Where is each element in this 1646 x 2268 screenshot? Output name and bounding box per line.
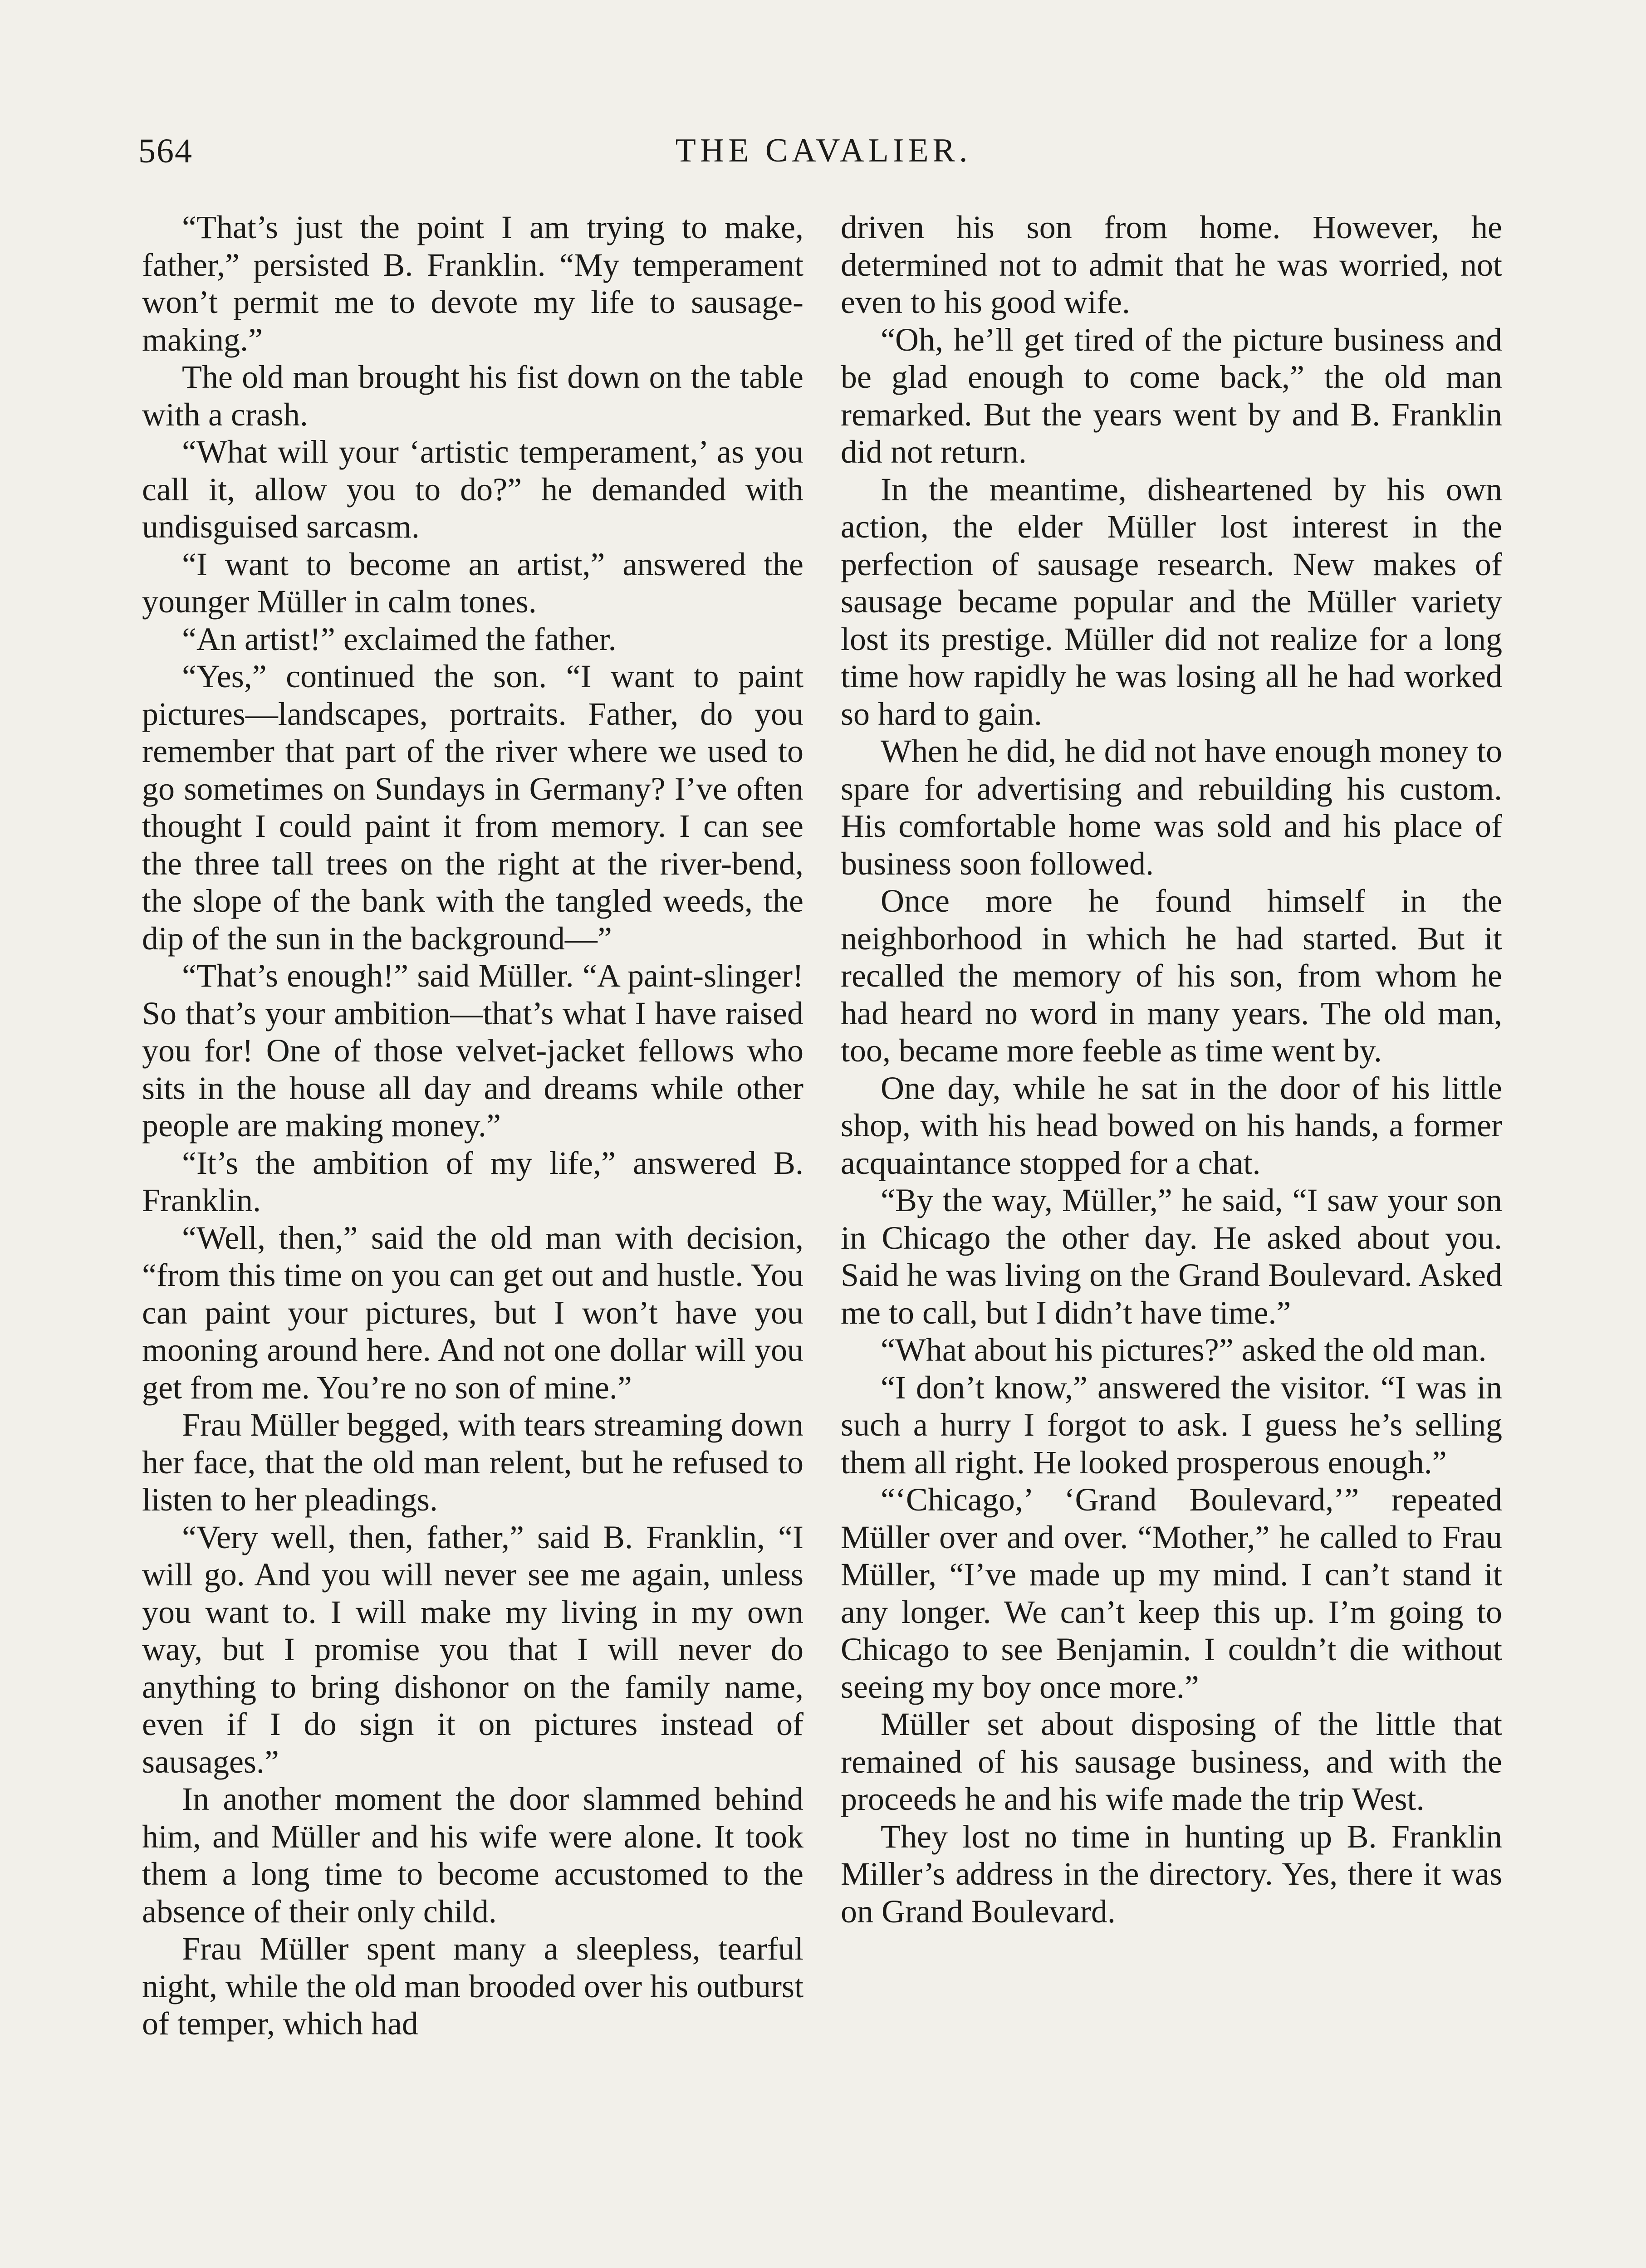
paragraph-continued: driven his son from home. However, he determined not to admit that he was worried, not even to his good wife. — [841, 209, 1502, 320]
paragraph: “Oh, he’ll get tired of the picture business and be glad enough to come back,” the old man remarked. But the years went by and B. Franklin did not return. — [841, 321, 1502, 470]
paragraph: “What about his pictures?” asked the old man. — [881, 1332, 1487, 1368]
paragraph: Frau Müller begged, with tears streaming down her face, that the old man relent, but he refused to listen to her pleadings. — [142, 1407, 803, 1518]
paragraph: The old man brought his fist down on the table with a crash. — [142, 359, 803, 433]
paragraph: Frau Müller spent many a sleepless, tearful night, while the old man brooded over his outburst of temper, which had — [142, 1931, 803, 2042]
paragraph: One day, while he sat in the door of his little shop, with his head bowed on his hands, a former acquaintance stopped for a chat. — [841, 1070, 1502, 1181]
right-column — [841, 209, 1502, 1930]
paragraph: When he did, he did not have enough money to spare for advertising and rebuilding his custom. His comfortable home was sold and his place of business soon followed. — [841, 733, 1502, 882]
paragraph: “That’s enough!” said Müller. “A paint-slinger! So that’s your ambition—that’s what I have raised you for! One of those velvet-jacket fellows who sits in the house all day and dreams while other people are making money.” — [142, 958, 803, 1144]
paragraph: “Very well, then, father,” said B. Franklin, “I will go. And you will never see me again, unless you want to. I will make my living in my own way, but I promise you that I will never do anything to bring dishonor on the family name, even if I do sign it on pictures instead of sausages.” — [142, 1519, 803, 1780]
paragraph: They lost no time in hunting up B. Franklin Miller’s address in the directory. Yes, there it was on Grand Boulevard. — [841, 1818, 1502, 1930]
paragraph: In the meantime, disheartened by his own action, the elder Müller lost interest in the perfection of sausage research. New makes of sausage became popular and the Müller variety lost its prestige. Müller did not realize for a long time how rapidly he was losing all he had worked so hard to gain. — [841, 471, 1502, 732]
paragraph: Müller set about disposing of the little that remained of his sausage business, and with the proceeds he and his wife made the trip West. — [841, 1706, 1502, 1817]
paragraph: Once more he found himself in the neighborhood in which he had started. But it recalled the memory of his son, from whom he had heard no word in many years. The old man, too, became more feeble as time went by. — [841, 883, 1502, 1069]
paragraph: “‘Chicago,’ ‘Grand Boulevard,’” repeated Müller over and over. “Mother,” he called to Frau Müller, “I’ve made up my mind. I can’t stand it any longer. We can’t keep this up. I’m going to Chicago to see Benjamin. I couldn’t die without seeing my boy once more.” — [841, 1481, 1502, 1705]
page-header — [138, 132, 1509, 181]
paragraph: “I want to become an artist,” answered the younger Müller in calm tones. — [142, 546, 803, 620]
left-column — [142, 209, 803, 2043]
paragraph: “That’s just the point I am trying to make, father,” persisted B. Franklin. “My temperament won’t permit me to devote my life to sausage-making.” — [142, 209, 803, 358]
running-title: THE CAVALIER. — [675, 132, 972, 169]
paragraph: “It’s the ambition of my life,” answered B. Franklin. — [142, 1144, 803, 1218]
paragraph: “Well, then,” said the old man with decision, “from this time on you can get out and hustle. You can paint your pictures, but I won’t have you mooning around here. And not one dollar will you get from me. You’re no son of mine.” — [142, 1219, 803, 1406]
paragraph: “Yes,” continued the son. “I want to paint pictures—landscapes, portraits. Father, do you remember that part of the river where we used to go sometimes on Sundays in Germany? I’ve often thought I could paint it from memory. I can see the three tall trees on the right at the river-bend, the slope of the bank with the tangled weeds, the dip of the sun in the background—” — [142, 658, 803, 957]
paragraph: “An artist!” exclaimed the father. — [182, 621, 617, 657]
paragraph: “By the way, Müller,” he said, “I saw your son in Chicago the other day. He asked about you. Said he was living on the Grand Boulevard. Asked me to call, but I didn’t have time.” — [841, 1182, 1502, 1331]
paragraph: “I don’t know,” answered the visitor. “I was in such a hurry I forgot to ask. I guess he’s selling them all right. He looked prosperous enough.” — [841, 1369, 1502, 1481]
page-number: 564 — [138, 132, 193, 170]
paragraph: In another moment the door slammed behind him, and Müller and his wife were alone. It took them a long time to become accustomed to the absence of their only child. — [142, 1781, 803, 1930]
paragraph: “What will your ‘artistic temperament,’ as you call it, allow you to do?” he demanded with undisguised sarcasm. — [142, 434, 803, 545]
